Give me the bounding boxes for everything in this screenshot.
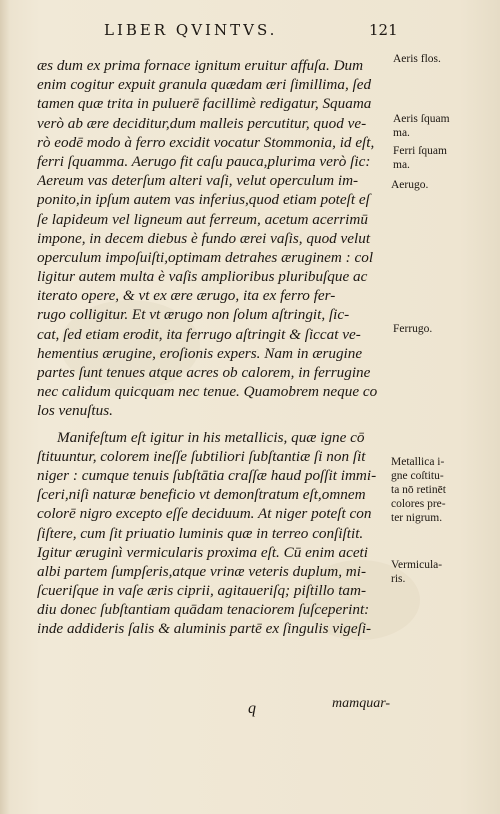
margin-note-line: Ferrugo. xyxy=(393,323,433,335)
text-line: rugo colligitur. Et vt ærugo non ſolum aſtringit, ſic- xyxy=(37,306,350,324)
text-line: ſtituuntur, colorem ineſſe ſubtiliori ſubſtantiæ ſi non ſit xyxy=(37,447,366,465)
text-line: æs dum ex prima fornace ignitum eruitur affuſa. Dum xyxy=(37,57,364,74)
signature-mark: q xyxy=(248,700,256,717)
text-line: los venuſtus. xyxy=(37,402,113,420)
margin-note-line: ter nigrum. xyxy=(391,512,443,524)
margin-note-metallica xyxy=(391,455,446,525)
margin-note-line: ma. xyxy=(393,127,410,139)
margin-note-line: colores pre- xyxy=(391,498,446,510)
text-line: nec calidum quicquam nec tenue. Quamobrem neque co xyxy=(37,383,378,401)
text-line: niger : cumque tenuis ſubſtātia craſſæ haud poſſit immi- xyxy=(37,466,377,484)
text-line: ponito,in ipſum autem vas inferius,quod etiam poteſt eſ xyxy=(37,191,370,209)
text-line: albi partem ſumpſeris,atque vrinæ veteris duplum, mi- xyxy=(37,562,367,580)
text-line: cat, ſed etiam erodit, ita ferrugo aſtringit & ſiccat ve- xyxy=(37,325,361,343)
catchword: mamquar- xyxy=(332,696,391,711)
main-text xyxy=(37,56,387,639)
text-line: operculum impoſuiſti,optimam detrahes æruginem : col xyxy=(37,248,374,266)
text-line: verò ab ære deciditur,dum malleis percutitur, quod ve- xyxy=(37,114,367,132)
margin-note-line: ma. xyxy=(393,159,410,171)
text-line: partes ſunt tenues atque acres ob calorem, in ferrugine xyxy=(37,364,371,381)
margin-note-line: Vermicula- xyxy=(391,559,443,571)
margin-note-line: Aerugo. xyxy=(391,179,429,191)
text-line: diu donec ſubſtantiam quādam tenaciorem ſuſceperint: xyxy=(37,601,370,619)
running-title: LIBER QVINTVS. xyxy=(104,21,278,39)
text-line: Igitur æruginì vermicularis proxima eſt. Cū enim aceti xyxy=(37,543,368,561)
text-line: ſcueriſque in vaſe æris ciprii, agitaueriſq; piſtillo tam- xyxy=(37,582,367,600)
text-line: ſceri,niſi naturæ beneficio vt demonſtratum eſt,omnem xyxy=(37,486,366,504)
margin-note-line: gne coſtitu- xyxy=(391,470,444,482)
text-line: Manifeſtum eſt igitur in his metallicis, quæ igne cō xyxy=(57,428,365,446)
margin-note-line: ris. xyxy=(391,573,406,585)
margin-note-ferri-squamma xyxy=(393,144,447,172)
margin-note-line: Ferri ſquam xyxy=(393,145,447,157)
text-line: impone, in decem diebus è fundo ærei vaſis, quod velut xyxy=(37,229,371,247)
text-line: iterato opere, & vt ex ære ærugo, ita ex ferro fer- xyxy=(37,287,336,305)
text-line: Aereum vas deterſum alteri vaſi, velut operculum im- xyxy=(37,172,359,190)
page-header xyxy=(0,21,500,41)
text-line: tamen quæ trita in puluerē facillimè redigatur, Squama xyxy=(37,95,372,113)
margin-note-line: Metallica i- xyxy=(391,456,445,468)
page-number: 121 xyxy=(369,21,398,39)
text-line: ſiſtere, cum ſit priuatio luminis quæ in terreo conſiſtit. xyxy=(37,524,364,542)
margin-note-aerugo xyxy=(391,178,428,192)
margin-note-line: Aeris flos. xyxy=(393,53,441,65)
margin-note-line: Aeris ſquam xyxy=(393,113,450,125)
margin-note-vermicularis xyxy=(391,558,442,586)
text-line: hementius ærugine, eroſionis expers. Nam in ærugine xyxy=(37,344,363,362)
text-line: colorē nigro excepto eſſe deciduum. At niger poteſt con xyxy=(37,505,372,523)
text-line: ferri ſquamma. Aerugo fit caſu pauca,plurima verò ſic: xyxy=(37,152,371,170)
margin-note-line: ta nō retinēt xyxy=(391,484,446,496)
margin-note-aeris-flos xyxy=(393,52,441,66)
margin-note-aeris-squamma xyxy=(393,112,450,140)
text-line: ligitur autem multa è vaſis amplioribus pluribuſque ac xyxy=(37,268,368,286)
text-line: rò eodē modo à ferro excidit vocatur Stommonia, id eſt, xyxy=(37,133,375,151)
text-line: inde addideris ſalis & aluminis partē ex ſingulis vigeſi- xyxy=(37,620,372,638)
margin-note-ferrugo xyxy=(393,322,432,336)
text-line: ſe lapideum vel ligneum aut ferreum, acetum acerrimū xyxy=(37,210,368,228)
text-line: enim cogitur expuit granula quædam æri ſimillima, ſed xyxy=(37,76,372,94)
